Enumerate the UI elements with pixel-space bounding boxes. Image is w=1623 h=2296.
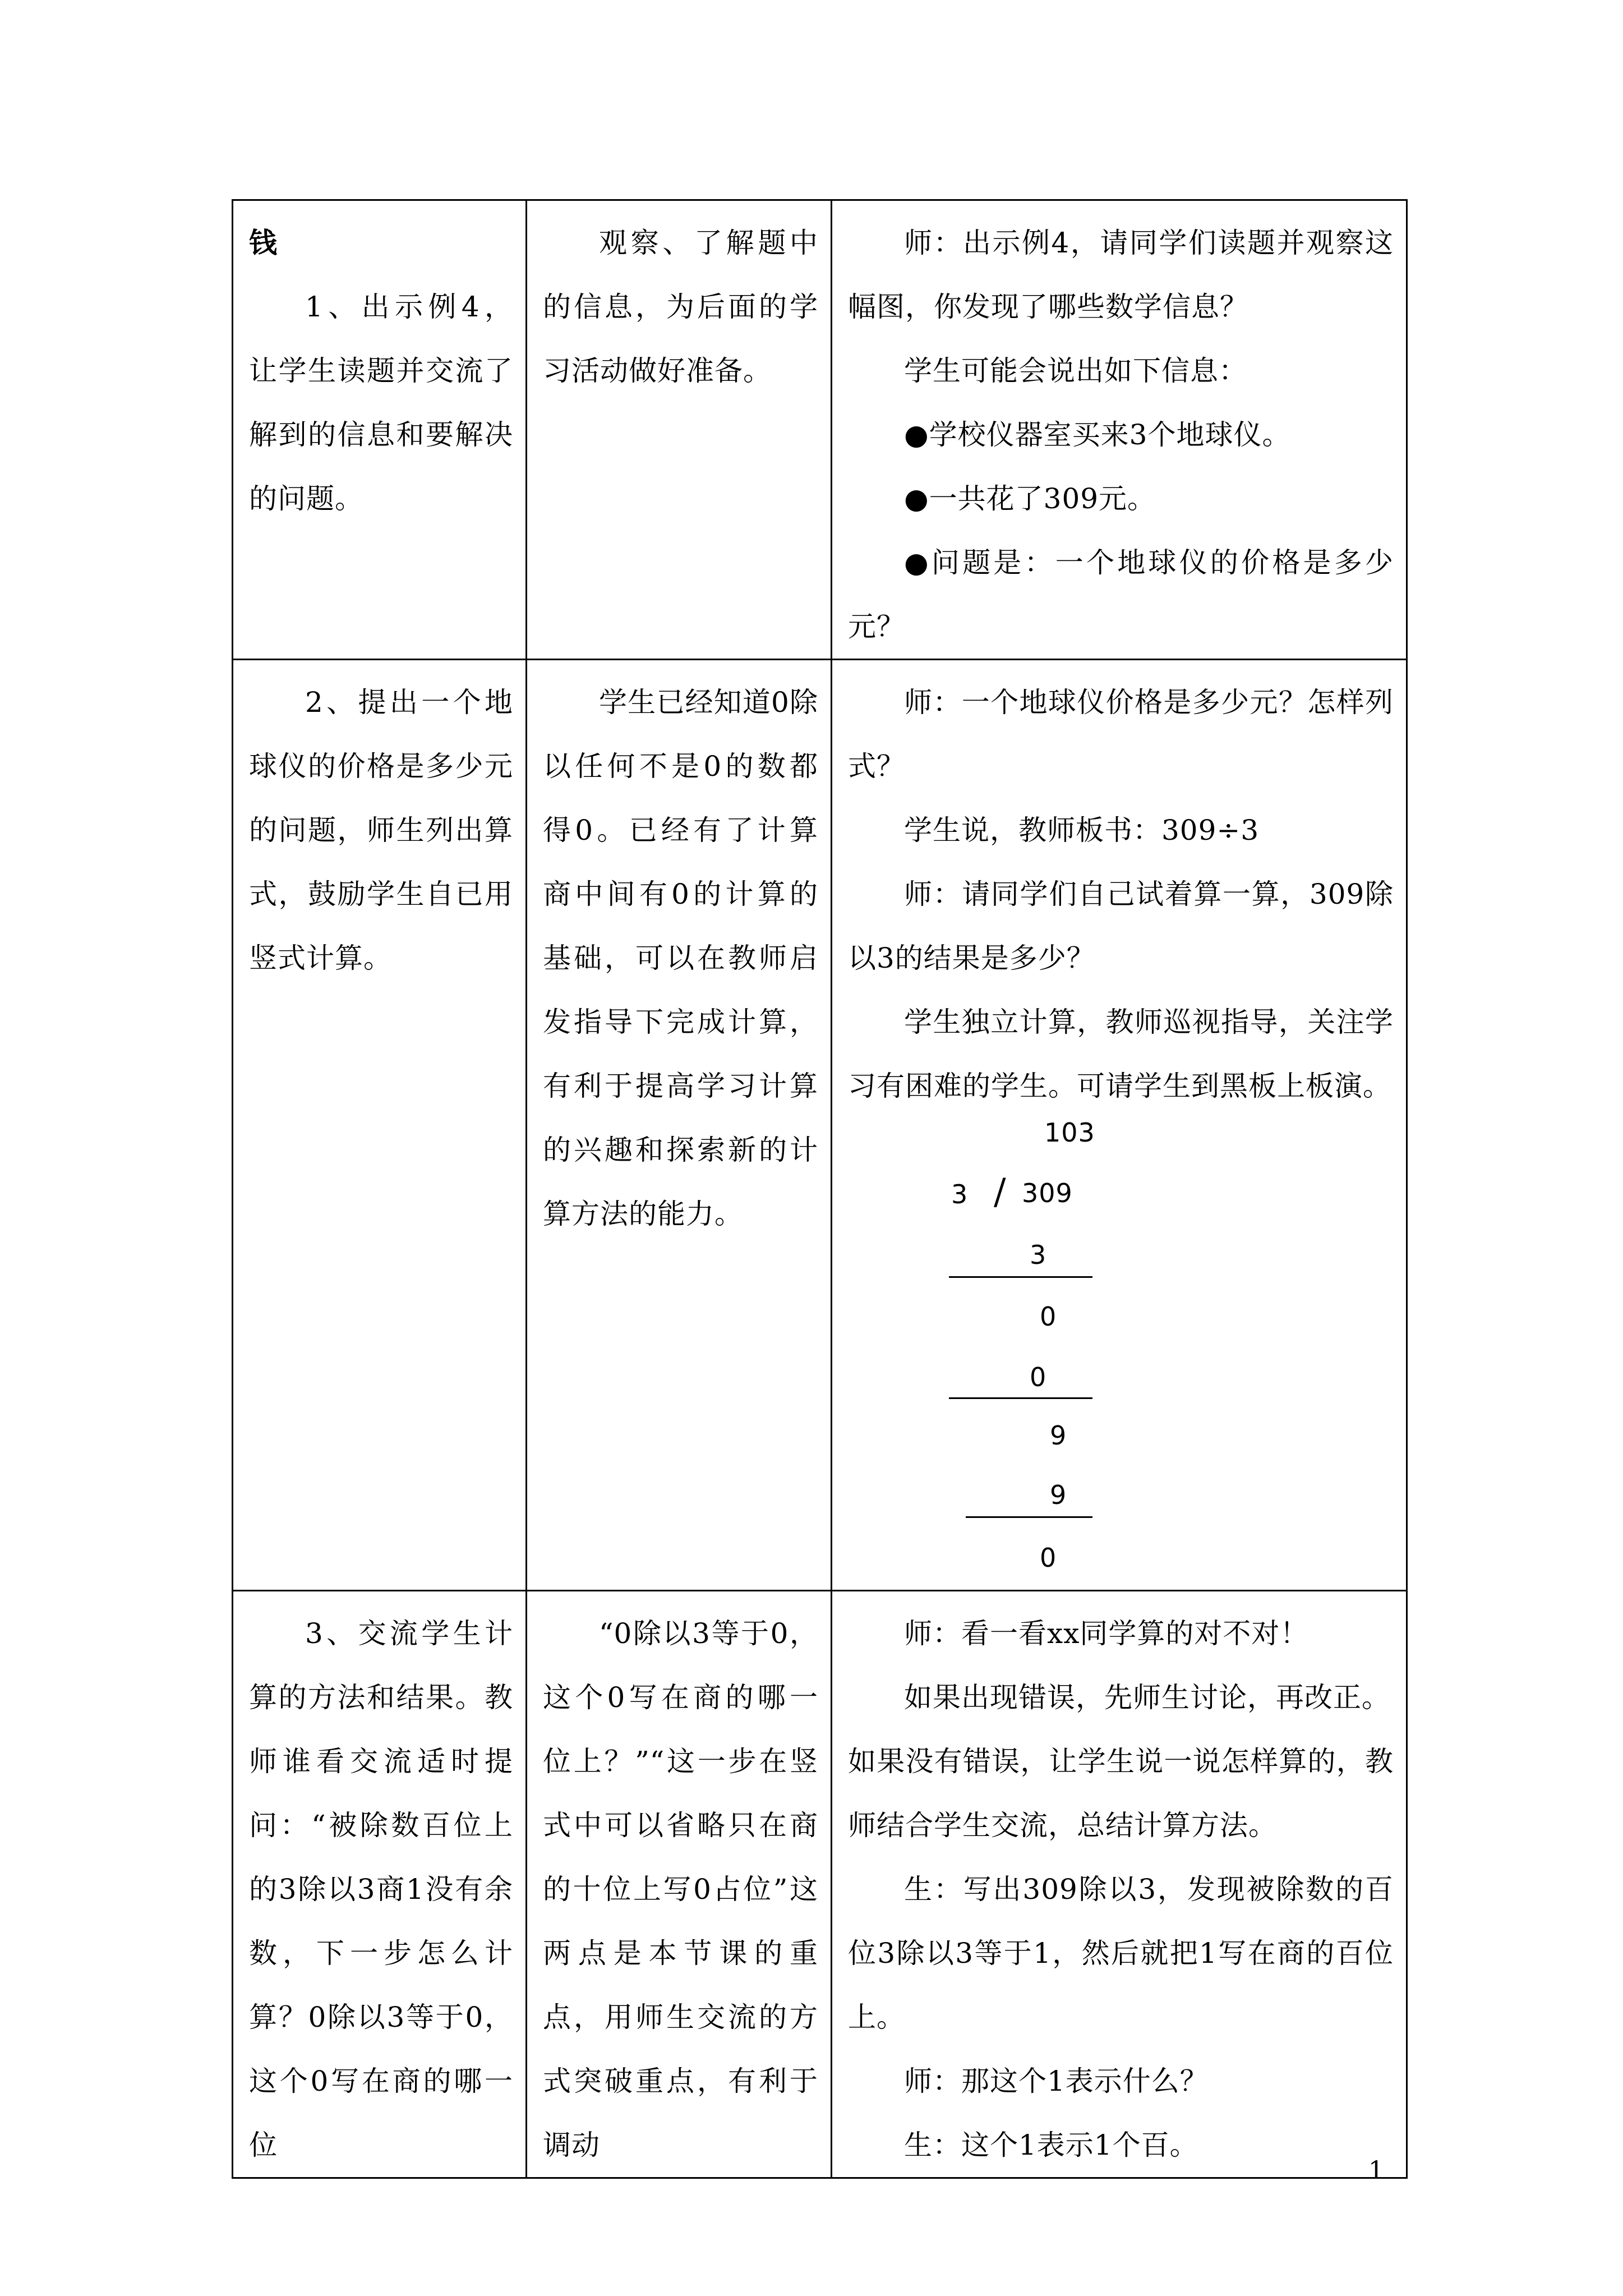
lesson-plan-table <box>232 199 1408 2179</box>
division-rule <box>949 1397 1092 1399</box>
cell-text: ●学校仪器室买来3个地球仪。 <box>904 418 1291 451</box>
division-bracket: / <box>994 1171 1007 1213</box>
step-digit: 0 <box>1030 1362 1047 1392</box>
teaching-step-cell <box>233 660 527 1591</box>
cell-text: 3、交流学生计算的方法和结果。教师谁看交流适时提问：“被除数百位上的3除以3商1没有余数，下一步怎么计算？0除以3等于0，这个0写在商的哪一位 <box>249 1617 513 2161</box>
cell-text: 师：出示例4，请同学们读题并观察这幅图，你发现了哪些数学信息？ <box>848 227 1394 323</box>
cell-text: 学生独立计算，教师巡视指导，关注学习有困难的学生。可请学生到黑板上板演。 <box>848 1006 1394 1102</box>
cell-text: 师：一个地球仪价格是多少元？怎样列式？ <box>848 686 1394 783</box>
cell-text: 生：写出309除以3，发现被除数的百位3除以3等于1，然后就把1写在商的百位上。 <box>848 1873 1394 2033</box>
cell-text: “0除以3等于0，这个0写在商的哪一位上？”“这一步在竖式中可以省略只在商的十位上写0占位”这两点是本节课的重点，用师生交流的方式突破重点，有利于调动 <box>543 1617 818 2161</box>
cell-text: 钱 <box>249 226 278 259</box>
dividend: 309 <box>1022 1178 1073 1208</box>
cell-text: 如果没有错误，让学生说一说怎样算的，教师结合学生交流，总结计算方法。 <box>848 1745 1394 1842</box>
table-row <box>233 1591 1407 2178</box>
step-digit: 3 <box>1030 1240 1047 1270</box>
step-digit: 0 <box>1040 1301 1057 1332</box>
teaching-process-cell <box>832 1591 1407 2178</box>
quotient: 103 <box>1044 1117 1095 1148</box>
division-rule <box>949 1276 1092 1278</box>
teaching-step-cell <box>233 200 527 660</box>
cell-text: 学生可能会说出如下信息： <box>904 355 1247 387</box>
table-row <box>233 200 1407 660</box>
design-intent-cell <box>527 200 832 660</box>
step-digit: 9 <box>1050 1480 1067 1510</box>
cell-text: 学生已经知道0除以任何不是0的数都得0。已经有了计算商中间有0的计算的基础，可以在教师启发指导下完成计算，有利于提高学习计算的兴趣和探索新的计算方法的能力。 <box>543 686 818 1230</box>
teaching-process-cell <box>832 200 1407 660</box>
cell-text: 1、出示例4，让学生读题并交流了解到的信息和要解决的问题。 <box>249 291 513 515</box>
teaching-process-cell <box>832 660 1407 1591</box>
cell-text: 师：那这个1表示什么？ <box>904 2065 1209 2097</box>
cell-text: 生：这个1表示1个百。 <box>904 2129 1198 2161</box>
divisor: 3 <box>951 1179 969 1209</box>
cell-text: ●一共花了309元。 <box>904 482 1156 515</box>
cell-text: 如果出现错误，先师生讨论，再改正。 <box>904 1681 1390 1714</box>
table-row <box>233 660 1407 1591</box>
design-intent-cell <box>527 660 832 1591</box>
cell-text: 2、提出一个地球仪的价格是多少元的问题，师生列出算式，鼓励学生自已用竖式计算。 <box>249 686 513 974</box>
cell-text: 师：请同学们自己试着算一算，309除以3的结果是多少？ <box>848 878 1394 974</box>
cell-text: 师：看一看xx同学算的对不对！ <box>904 1617 1309 1650</box>
step-digit: 0 <box>1040 1543 1057 1573</box>
page-number: 1 <box>1368 2156 1384 2185</box>
cell-text: 观察、了解题中的信息，为后面的学习活动做好准备。 <box>543 227 818 387</box>
teaching-step-cell <box>233 1591 527 2178</box>
cell-text: ●问题是：一个地球仪的价格是多少元？ <box>848 546 1394 643</box>
long-division-figure <box>943 1118 1280 1578</box>
step-digit: 9 <box>1050 1420 1067 1451</box>
cell-text: 学生说，教师板书：309÷3 <box>904 814 1260 846</box>
design-intent-cell <box>527 1591 832 2178</box>
division-rule <box>966 1516 1092 1518</box>
